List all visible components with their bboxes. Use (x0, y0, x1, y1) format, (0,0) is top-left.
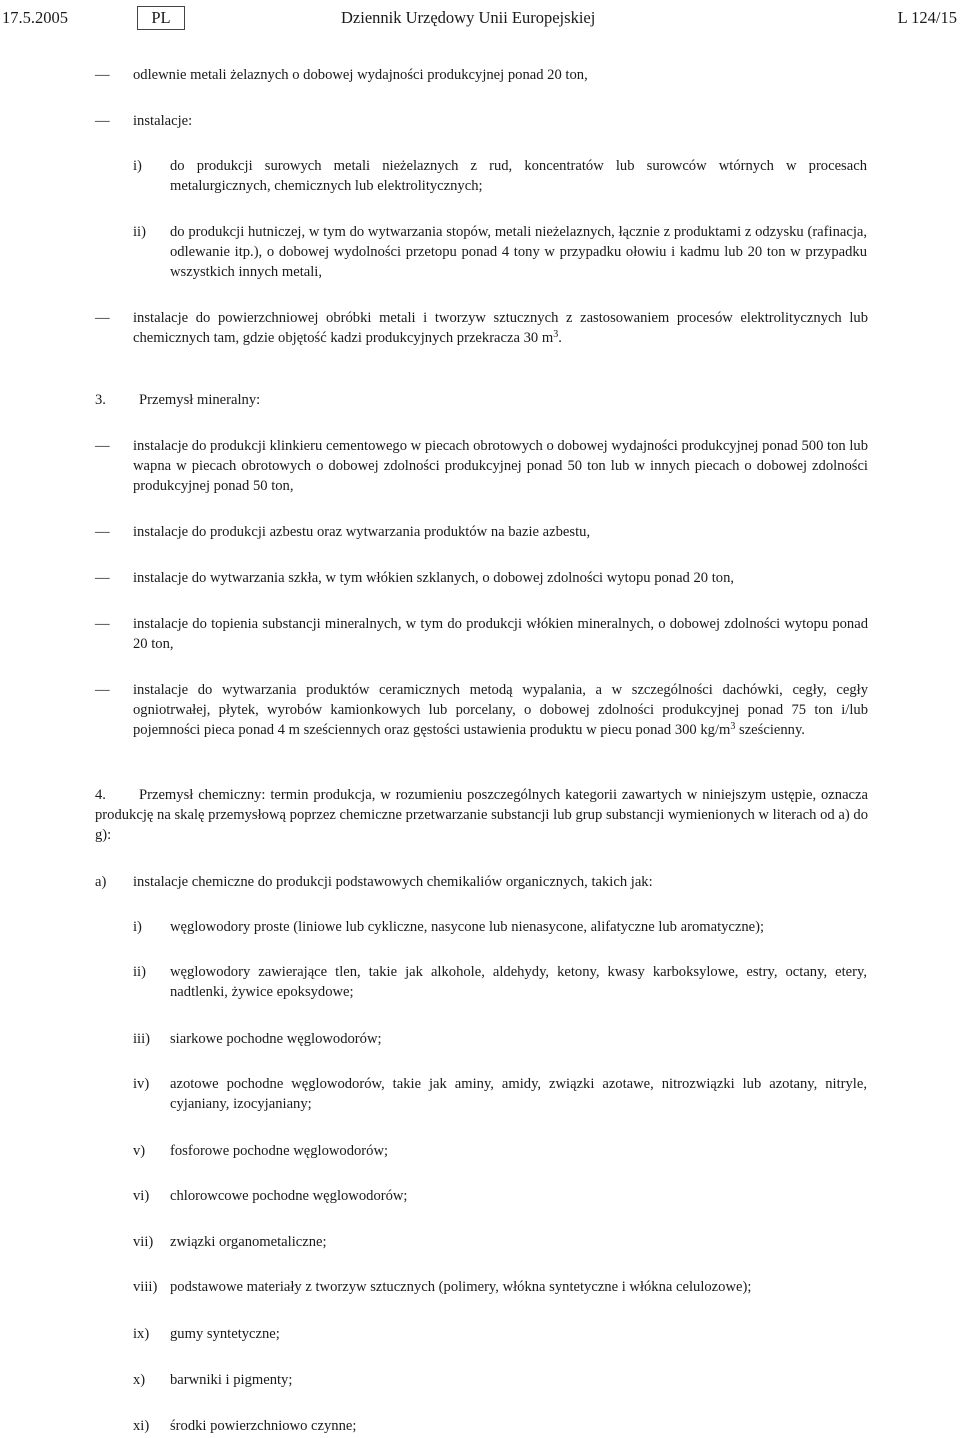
list-marker: ii) (133, 964, 146, 980)
list-item: odlewnie metali żelaznych o dobowej wydajności produkcyjnej ponad 20 ton, (133, 67, 588, 83)
list-marker: v) (133, 1143, 146, 1159)
dash-bullet: — (95, 616, 110, 632)
list-marker: x) (133, 1372, 146, 1388)
list-marker: ii) (133, 224, 146, 240)
dash-bullet: — (95, 438, 110, 454)
list-marker: i) (133, 919, 142, 935)
section-number: 4. (95, 787, 106, 803)
list-marker: viii) (133, 1279, 158, 1295)
dash-bullet: — (95, 67, 110, 83)
list-item: fosforowe pochodne węglowodorów; (170, 1143, 389, 1159)
list-item: węglowodory proste (liniowe lub cykliczne, nasycone lub nienasycone, alifatyczne lub aromatyczne); (170, 919, 765, 935)
list-marker: ix) (133, 1326, 150, 1342)
journal-title: Dziennik Urzędowy Unii Europejskiej (341, 8, 596, 27)
list-item: gumy syntetyczne; (170, 1326, 280, 1342)
list-item: siarkowe pochodne węglowodorów; (170, 1031, 382, 1047)
list-item: związki organometaliczne; (170, 1234, 327, 1250)
list-marker: a) (95, 874, 107, 890)
list-item: do produkcji hutniczej, w tym do wytwarzania stopów, metali nieżelaznych, łącznie z produktami z odzysku (rafinacja, odlewanie itp.), o dobowej wydolności przetopu ponad 4 tony w przypadku ołowiu i kadmu lub 20 ton w przypadku wszystkich innych metali, (170, 224, 867, 280)
list-item: instalacje do produkcji azbestu oraz wytwarzania produktów na bazie azbestu, (133, 524, 591, 540)
list-item: instalacje do wytwarzania produktów ceramicznych metodą wypalania, a w szczególności dachówki, cegły, cegły ogniotrwałej, płytek, wyrobów kamionkowych lub porcelany, o dobowej zdolności produkcyjnej ponad 75 ton i/lub pojemności pieca ponad 4 m sześciennych oraz gęstości ustawienia produktu w piecu ponad 300 $kg/m^3$ sześcienny. (133, 682, 868, 738)
section-intro: 4. Przemysł chemiczny: termin produkcja, w rozumieniu poszczególnych kategorii zawartych w niniejszym ustępie, oznacza produkcję na skalę przemysłową poprzez chemiczne przetwarzanie substancji lub grup substancji wymienionych w literach od a) do g): (95, 787, 868, 843)
list-marker: i) (133, 158, 142, 174)
list-item: do produkcji surowych metali nieżelaznych z rud, koncentratów lub surowców wtórnych w procesach metalurgicznych, chemicznych lub elektrolitycznych; (170, 158, 867, 194)
dash-bullet: — (95, 113, 110, 129)
dash-bullet: — (95, 524, 110, 540)
list-item: instalacje do topienia substancji mineralnych, w tym do produkcji włókien mineralnych, o dobowej zdolności wytopu ponad 20 ton, (133, 616, 868, 652)
list-marker: xi) (133, 1418, 150, 1434)
list-item: instalacje do wytwarzania szkła, w tym włókien szklanych, o dobowej zdolności wytopu ponad 20 ton, (133, 570, 735, 586)
list-item: podstawowe materiały z tworzyw sztucznych (polimery, włókna syntetyczne i włókna celulozowe); (170, 1279, 752, 1295)
publication-date: 17.5.2005 (2, 8, 68, 27)
list-item: instalacje do powierzchniowej obróbki metali i tworzyw sztucznych z zastosowaniem procesów elektrolitycznych lub chemicznych tam, gdzie objętość kadzi produkcyjnych przekracza 30 $m^3$. (133, 310, 868, 346)
section-number: 3. (95, 392, 106, 408)
list-marker: iv) (133, 1076, 150, 1092)
list-item: barwniki i pigmenty; (170, 1372, 293, 1388)
list-item: chlorowcowe pochodne węglowodorów; (170, 1188, 408, 1204)
list-marker: vi) (133, 1188, 150, 1204)
dash-bullet: — (95, 310, 110, 326)
page-number: L 124/15 (897, 8, 957, 27)
list-item: instalacje do produkcji klinkieru cementowego w piecach obrotowych o dobowej wydajności produkcyjnej ponad 500 ton lub wapna w piecach obrotowych o dobowej zdolności produkcyjnej ponad 50 ton lub w innych piecach o dobowej zdolności produkcyjnej ponad 50 ton, (133, 438, 868, 494)
list-marker: vii) (133, 1234, 154, 1250)
list-item: środki powierzchniowo czynne; (170, 1418, 357, 1434)
dash-bullet: — (95, 682, 110, 698)
list-item: instalacje chemiczne do produkcji podstawowych chemikaliów organicznych, takich jak: (133, 874, 653, 890)
list-item: instalacje: (133, 113, 193, 129)
list-item: węglowodory zawierające tlen, takie jak alkohole, aldehydy, ketony, kwasy karboksylowe, estry, octany, etery, nadtlenki, żywice epoksydowe; (170, 964, 867, 1000)
list-item: azotowe pochodne węglowodorów, takie jak aminy, amidy, związki azotawe, nitrozwiązki lub azotany, nitryle, cyjaniany, izocyjaniany; (170, 1076, 867, 1112)
page-header (0, 6, 960, 32)
section-title: Przemysł mineralny: (139, 392, 261, 408)
language-badge: PL (137, 6, 185, 30)
dash-bullet: — (95, 570, 110, 586)
list-marker: iii) (133, 1031, 151, 1047)
